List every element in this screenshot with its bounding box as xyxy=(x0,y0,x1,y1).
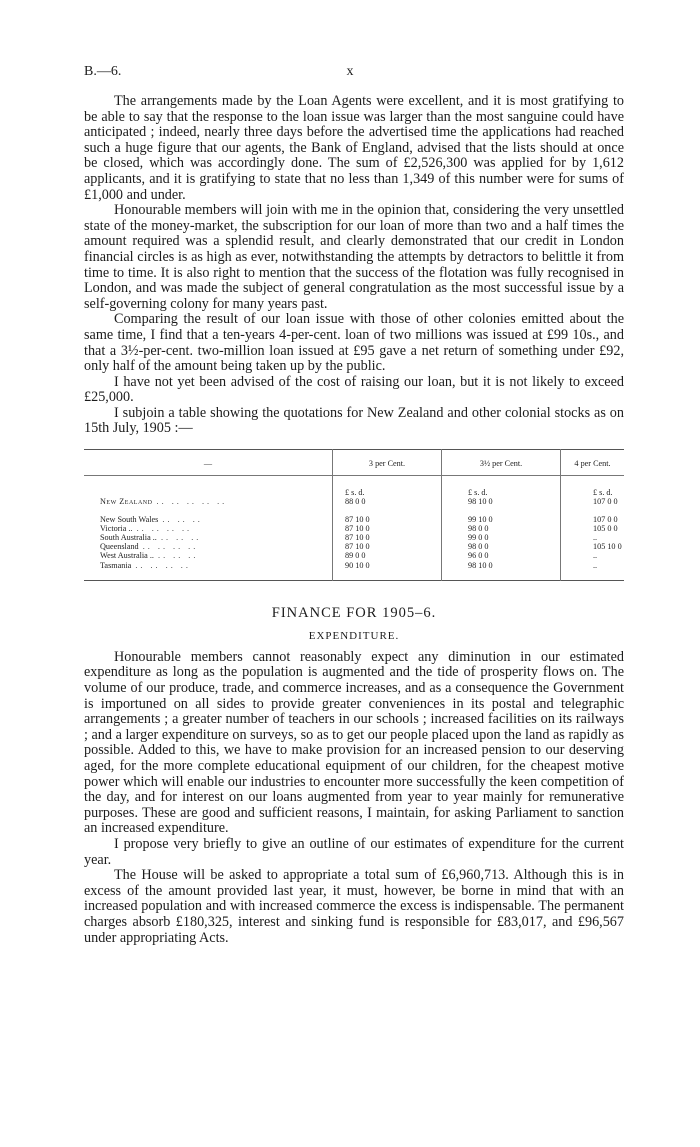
colony-name: New South Wales xyxy=(100,514,159,524)
page-header xyxy=(84,64,616,82)
stock-quotations-table xyxy=(84,449,624,581)
table-header-row xyxy=(84,450,624,476)
value-3-per-cent: 87 10 0 xyxy=(333,507,442,524)
paragraph: I subjoin a table showing the quotations for New Zealand and other colonial stocks as on 15th July, 1905 :— xyxy=(84,404,624,437)
table-row xyxy=(84,542,624,551)
paragraph: Comparing the result of our loan issue with those of other colonies emitted about the same time, I find that a ten-years 4-per-cent. loan of two millions was issued at £99 10s., and that a 3½-per-cent. two-million loan issued at £95 gave a net return of something under £92, only half of the amount being taken up by the public. xyxy=(84,311,624,375)
paragraph: Honourable members will join with me in the opinion that, considering the very unsettled state of the money-market, the subscription for our loan of more than two and a half times the amount required was a splendid result, and clearly demonstrated that our credit in London financial circles is as high as ever, notwithstanding the attempts by detractors to belittle it from time to time. It is also right to mention that the success of the flotation was fully recognised in London, and was made the subject of general congratulation as the most successful issue by a self-governing colony for many years past. xyxy=(84,202,624,312)
colony-name: Tasmania xyxy=(100,560,132,570)
value-3-5-per-cent: 98 0 0 xyxy=(442,524,561,533)
table-row xyxy=(84,561,624,581)
value-3-5-per-cent: 98 10 0 xyxy=(442,497,561,506)
value-3-per-cent: 87 10 0 xyxy=(333,542,442,551)
value-3-5-per-cent: 98 10 0 xyxy=(442,561,561,581)
leader-dots: .. .. .. .. xyxy=(142,542,199,552)
leader-dots: .. .. .. xyxy=(158,551,199,561)
value-4-per-cent: 105 10 0 xyxy=(561,542,625,551)
colony-name: Victoria .. xyxy=(100,523,133,533)
table-row xyxy=(84,551,624,560)
paragraph: The arrangements made by the Loan Agents were excellent, and it is most gratifying to be able to say that the response to the loan issue was larger than the most sanguine could have anticipated ; indeed, nearly three days before the advertised time the applications had reached such a huge figure that our agents, the Bank of England, advised that the lists should at once be closed, which was accordingly done. The sum of £2,526,300 was applied for by 1,612 applicants, and it is gratifying to state that no less than 1,349 of this number were for sums of £1,000 and under. xyxy=(84,93,624,203)
table-row xyxy=(84,507,624,524)
leader-dots: .. .. .. xyxy=(162,514,203,524)
value-3-per-cent: 88 0 0 xyxy=(333,497,442,506)
value-3-per-cent: 89 0 0 xyxy=(333,551,442,560)
value-3-5-per-cent: 99 10 0 xyxy=(442,507,561,524)
table-row xyxy=(84,533,624,542)
leader-dots: .. .. .. .. xyxy=(136,523,193,533)
value-3-5-per-cent: 98 0 0 xyxy=(442,542,561,551)
page-number: x xyxy=(346,64,354,79)
value-3-per-cent: 87 10 0 xyxy=(333,533,442,542)
unit-label: £ s. d. xyxy=(561,476,625,498)
colony-name: South Australia .. xyxy=(100,533,157,543)
paragraph: The House will be asked to appropriate a total sum of £6,960,713. Although this is in excess of the amount provided last year, it must, however, be borne in mind that with an increased population and with increased commerce the excess is indispensable. The permanent charges absorb £180,325, interest and sinking fund is responsible for £83,017, and £96,567 under appropriating Acts. xyxy=(84,867,624,946)
table-row xyxy=(84,497,624,506)
value-4-per-cent: 105 0 0 xyxy=(561,524,625,533)
value-4-per-cent: 107 0 0 xyxy=(561,497,625,506)
colony-name: West Australia .. xyxy=(100,551,154,561)
header-blank: — xyxy=(84,450,333,476)
paragraph: Honourable members cannot reasonably expect any diminution in our estimated expenditure as long as the population is augmented and the tide of prosperity flows on. The volume of our produce, trade, and commerce increases, and as a consequence the Government is importuned on all sides to provide greater conveniences in its postal and telegraphic arrangements ; a greater number of teachers in our schools ; increased facilities on its railways ; and a larger expenditure on surveys, so as to get our people placed upon the land as rapidly as possible. Added to this, we have to make provision for an increased pension to our deserving aged, for the more complete educational equipment of our children, for the cheapest motive power which will enable our industries to encounter more successfully the keen competition of the day, and for interest on our loans augmented from year to year mainly for remunerative purposes. These are good and sufficient reasons, I maintain, for asking Parliament to sanction an increased expenditure. xyxy=(84,648,624,837)
leader-dots: .. .. .. .. xyxy=(135,560,191,570)
value-3-5-per-cent: 99 0 0 xyxy=(442,533,561,542)
paragraph: I have not yet been advised of the cost of raising our loan, but it is not likely to exceed £25,000. xyxy=(84,373,624,406)
colony-name: New Zealand xyxy=(100,497,153,507)
colony-name: Queensland xyxy=(100,542,139,552)
value-3-per-cent: 87 10 0 xyxy=(333,524,442,533)
value-3-per-cent: 90 10 0 xyxy=(333,561,442,581)
paragraph: I propose very briefly to give an outline of our estimates of expenditure for the current year. xyxy=(84,836,624,868)
header-3-per-cent: 3 per Cent. xyxy=(333,450,442,476)
section-heading: FINANCE FOR 1905–6. xyxy=(271,604,437,621)
page-body xyxy=(84,94,624,946)
unit-label: £ s. d. xyxy=(333,476,442,498)
table-units-row xyxy=(84,476,624,498)
leader-dots: .. .. .. .. .. xyxy=(156,497,228,507)
value-4-per-cent: .. xyxy=(561,561,625,581)
leader-dots: .. .. .. xyxy=(160,533,202,543)
value-3-5-per-cent: 96 0 0 xyxy=(442,551,561,560)
value-4-per-cent: 107 0 0 xyxy=(561,507,625,524)
header-3-5-per-cent: 3½ per Cent. xyxy=(442,450,561,476)
unit-label: £ s. d. xyxy=(442,476,561,498)
value-4-per-cent: .. xyxy=(561,551,625,560)
header-4-per-cent: 4 per Cent. xyxy=(561,450,625,476)
table-row xyxy=(84,524,624,533)
section-subheading: EXPENDITURE. xyxy=(308,629,400,642)
paper-reference: B.—6. xyxy=(84,64,122,79)
value-4-per-cent: .. xyxy=(561,533,625,542)
